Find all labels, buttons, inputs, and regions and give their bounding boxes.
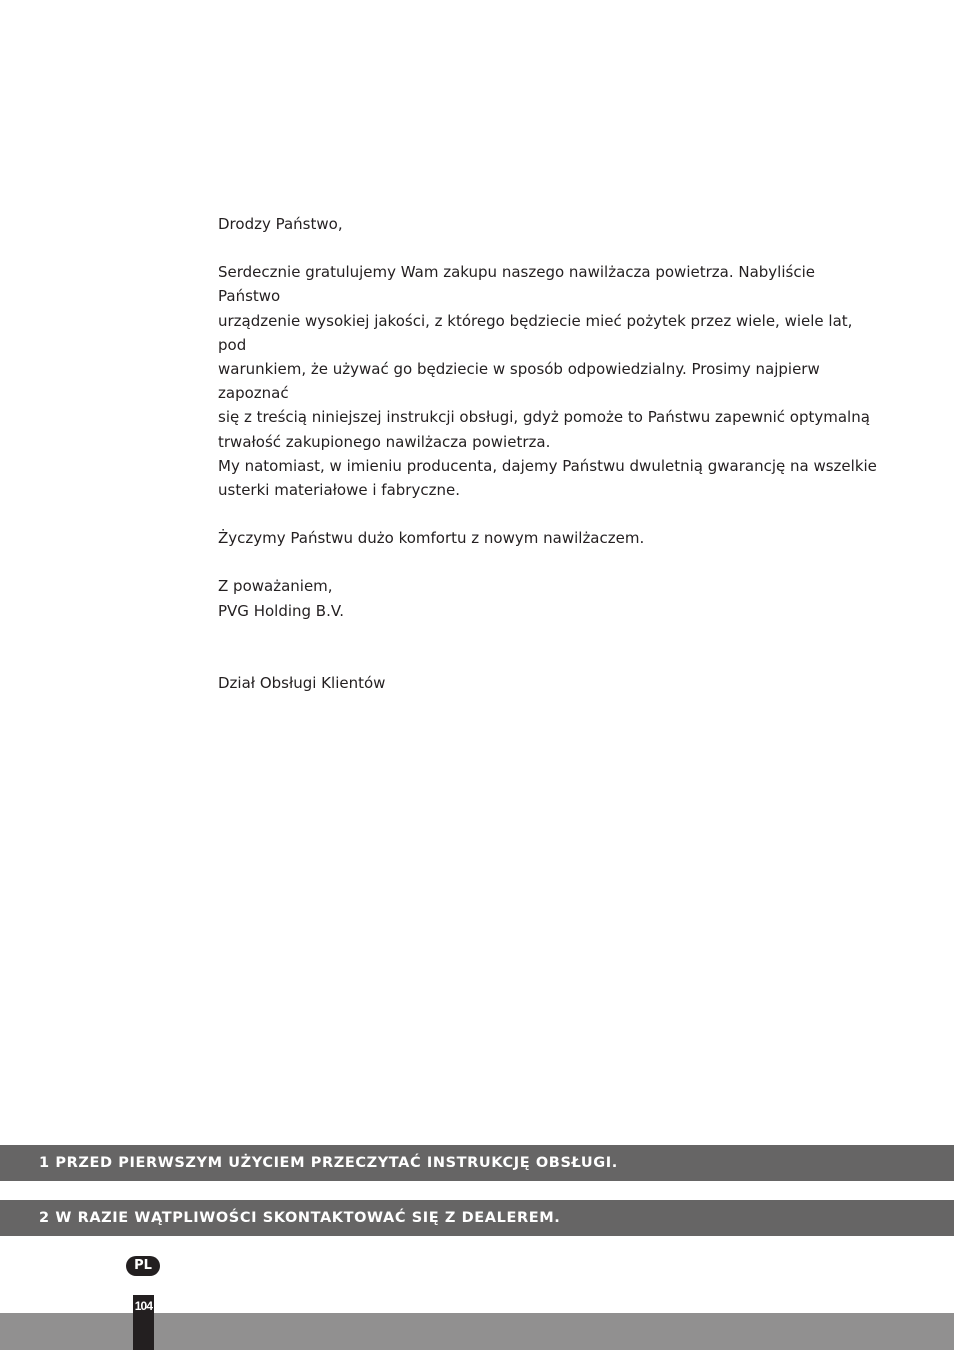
letter-salutation: Drodzy Państwo, xyxy=(218,215,343,233)
letter xyxy=(218,212,878,695)
spacer xyxy=(218,236,878,260)
language-badge: PL xyxy=(126,1256,160,1276)
letter-company: PVG Holding B.V. xyxy=(218,601,344,620)
spacer xyxy=(218,623,878,671)
spacer xyxy=(218,502,878,526)
letter-closing: Z poważaniem, xyxy=(218,577,333,596)
page-number: 104 xyxy=(134,1299,153,1313)
letter-department: Dział Obsługi Klientów xyxy=(218,673,386,692)
spacer xyxy=(218,550,878,574)
warning-banner-read-instructions: 1 PRZED PIERWSZYM UŻYCIEM PRZECZYTAĆ INSTRUKCJĘ OBSŁUGI. xyxy=(0,1145,954,1181)
warning-banner-contact-dealer: 2 W RAZIE WĄTPLIWOŚCI SKONTAKTOWAĆ SIĘ Z DEALEREM. xyxy=(0,1200,954,1236)
letter-wish: Życzymy Państwu dużo komfortu z nowym nawilżaczem. xyxy=(218,529,645,548)
letter-body: Serdecznie gratulujemy Wam zakupu naszego nawilżacza powietrza. Nabyliście Państwo urządzenie wysokiej jakości, z którego będziecie mieć pożytek przez wiele, wiele lat, pod warunkiem, że używać go będziecie w sposób odpowiedzialny. Prosimy najpierw zapoznać się z treścią niniejszej instrukcji obsługi, gdyż pomoże to Państwu zapewnić optymalną trwałość zakupionego nawilżacza powietrza. My natomiast, w imieniu producenta, dajemy Państwu dwuletnią gwarancję na wszelkie usterki materiałowe i fabryczne. xyxy=(218,263,877,500)
